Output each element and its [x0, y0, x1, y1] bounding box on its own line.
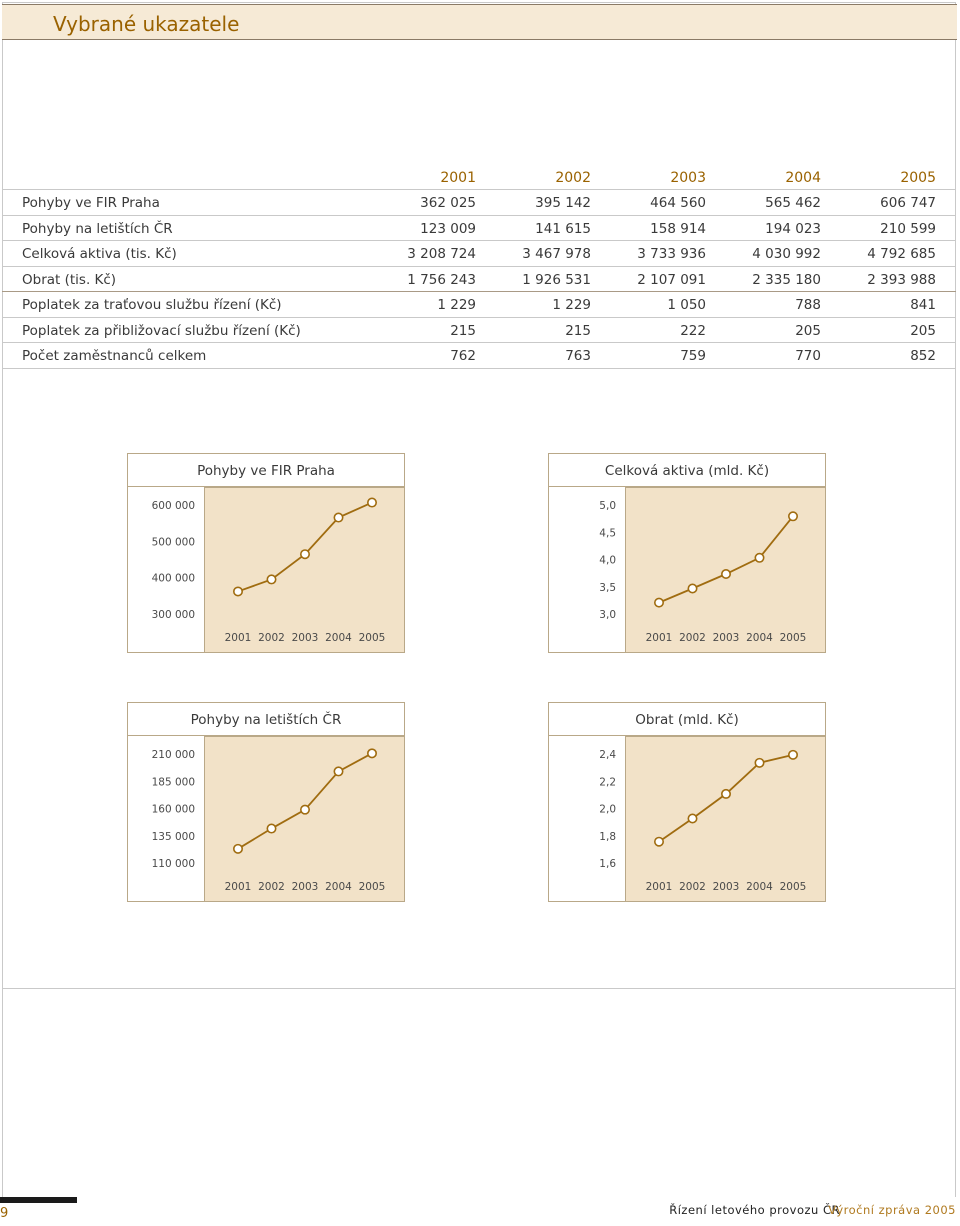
row-label: Obrat (tis. Kč) — [22, 271, 117, 288]
cell-value: 841 — [910, 297, 936, 313]
data-point — [655, 598, 663, 606]
y-tick-label: 1,6 — [599, 858, 616, 870]
y-tick-label: 500 000 — [151, 536, 195, 549]
cell-value: 763 — [565, 348, 591, 364]
data-point — [789, 751, 797, 759]
x-tick-label: 2003 — [291, 632, 319, 644]
footer-bar — [0, 1197, 77, 1203]
row-label: Celková aktiva (tis. Kč) — [22, 246, 177, 262]
x-tick-label: 2002 — [679, 632, 706, 644]
x-tick-label: 2004 — [746, 632, 773, 644]
x-tick-label: 2005 — [358, 632, 386, 644]
footer-organization: Řízení letového provozu ČR — [669, 1203, 840, 1217]
page-title: Vybrané ukazatele — [53, 12, 240, 36]
year-header: 2004 — [785, 170, 821, 186]
table-row — [2, 216, 956, 242]
chart-title: Obrat (mld. Kč) — [635, 712, 739, 728]
y-tick-label: 210 000 — [151, 749, 195, 761]
cell-value: 565 462 — [765, 195, 821, 211]
cell-value: 215 — [450, 322, 476, 339]
y-tick-label: 2,0 — [599, 803, 616, 816]
chart-celkova-aktiva — [548, 453, 826, 653]
data-point — [755, 554, 763, 562]
row-label: Pohyby ve FIR Praha — [22, 195, 160, 211]
data-point — [755, 759, 763, 767]
row-label: Poplatek za traťovou službu řízení (Kč) — [22, 297, 282, 313]
cell-value: 3 467 978 — [522, 246, 591, 262]
table-row — [2, 190, 956, 216]
y-tick-label: 1,8 — [599, 830, 616, 843]
x-tick-label: 2003 — [712, 881, 740, 893]
chart-svg — [127, 702, 405, 902]
cell-value: 215 — [565, 322, 591, 339]
data-point — [334, 767, 342, 775]
data-point — [234, 587, 242, 595]
cell-value: 2 393 988 — [867, 271, 936, 288]
x-tick-label: 2002 — [258, 881, 285, 893]
y-tick-label: 3,5 — [599, 581, 616, 594]
y-tick-label: 3,0 — [599, 609, 616, 621]
cell-value: 1 229 — [437, 297, 476, 313]
cell-value: 762 — [450, 348, 476, 364]
data-point — [267, 575, 275, 583]
x-tick-label: 2005 — [358, 881, 386, 893]
data-point — [267, 824, 275, 832]
x-tick-label: 2003 — [291, 881, 319, 893]
cell-value: 3 733 936 — [637, 246, 706, 262]
row-label: Počet zaměstnanců celkem — [22, 348, 207, 364]
year-header: 2002 — [555, 170, 591, 186]
data-point — [688, 584, 696, 592]
cell-value: 2 107 091 — [637, 271, 706, 288]
cell-value: 362 025 — [420, 195, 476, 211]
cell-value: 788 — [795, 297, 821, 313]
data-point — [334, 513, 342, 521]
table-header-row — [2, 166, 956, 190]
y-tick-label: 600 000 — [151, 500, 195, 512]
cell-value: 205 — [910, 322, 936, 339]
data-point — [234, 845, 242, 853]
x-tick-label: 2004 — [325, 632, 352, 644]
data-point — [301, 805, 309, 813]
y-tick-label: 110 000 — [151, 858, 195, 870]
data-point — [301, 550, 309, 558]
chart-obrat — [548, 702, 826, 902]
cell-value: 852 — [910, 348, 936, 364]
cell-value: 205 — [795, 322, 821, 339]
cell-value: 1 050 — [667, 297, 706, 313]
table-row — [2, 267, 956, 293]
table-row — [2, 318, 956, 344]
y-tick-label: 2,2 — [599, 776, 616, 789]
series-line — [238, 503, 372, 592]
y-tick-label: 5,0 — [599, 500, 616, 512]
cell-value: 1 229 — [552, 297, 591, 313]
cell-value: 1 926 531 — [522, 271, 591, 288]
cell-value: 4 030 992 — [752, 246, 821, 262]
cell-value: 158 914 — [650, 220, 706, 237]
cell-value: 194 023 — [765, 220, 821, 237]
cell-value: 222 — [680, 322, 706, 339]
data-point — [789, 512, 797, 520]
series-line — [238, 753, 372, 848]
x-tick-label: 2005 — [779, 632, 807, 644]
cell-value: 395 142 — [535, 195, 591, 211]
y-tick-label: 2,4 — [599, 749, 616, 761]
chart-letiste-cr — [127, 702, 405, 902]
cell-value: 123 009 — [420, 220, 476, 237]
cell-value: 4 792 685 — [867, 246, 936, 262]
row-label: Pohyby na letištích ČR — [22, 220, 173, 237]
data-point — [688, 814, 696, 822]
x-tick-label: 2001 — [224, 632, 252, 644]
row-label: Poplatek za přibližovací službu řízení (Kč) — [22, 322, 301, 339]
y-tick-label: 185 000 — [151, 776, 195, 789]
page-number: 9 — [0, 1206, 9, 1221]
section-header — [2, 4, 957, 40]
cell-value: 141 615 — [535, 220, 591, 237]
cell-value: 606 747 — [880, 195, 936, 211]
cell-value: 1 756 243 — [407, 271, 476, 288]
x-tick-label: 2003 — [712, 632, 740, 644]
chart-svg — [548, 702, 826, 902]
chart-svg — [548, 453, 826, 653]
chart-title: Pohyby ve FIR Praha — [197, 463, 335, 479]
x-tick-label: 2004 — [325, 881, 352, 893]
y-tick-label: 300 000 — [151, 609, 195, 621]
data-point — [368, 749, 376, 757]
data-point — [655, 838, 663, 846]
table-row — [2, 241, 956, 267]
cell-value: 759 — [680, 348, 706, 364]
page-frame-bottom — [2, 989, 956, 1197]
x-tick-label: 2005 — [779, 881, 807, 893]
chart-svg — [127, 453, 405, 653]
data-point — [722, 790, 730, 798]
x-tick-label: 2001 — [645, 632, 673, 644]
year-header: 2003 — [670, 170, 706, 186]
x-tick-label: 2002 — [679, 881, 706, 893]
y-tick-label: 160 000 — [151, 803, 195, 816]
cell-value: 3 208 724 — [407, 246, 476, 262]
footer-report-title: Výroční zpráva 2005 — [828, 1203, 956, 1217]
x-tick-label: 2001 — [645, 881, 673, 893]
cell-value: 464 560 — [650, 195, 706, 211]
x-tick-label: 2002 — [258, 632, 285, 644]
series-line — [659, 516, 793, 602]
chart-title: Celková aktiva (mld. Kč) — [604, 463, 770, 479]
year-header: 2001 — [440, 170, 476, 186]
y-tick-label: 4,5 — [599, 527, 616, 540]
data-point — [722, 570, 730, 578]
y-tick-label: 135 000 — [151, 830, 195, 843]
y-tick-label: 4,0 — [599, 554, 616, 567]
data-point — [368, 498, 376, 506]
y-tick-label: 400 000 — [151, 572, 195, 585]
chart-fir-praha — [127, 453, 405, 653]
chart-title: Pohyby na letištích ČR — [190, 712, 342, 728]
year-header: 2005 — [900, 170, 936, 186]
cell-value: 2 335 180 — [752, 271, 821, 288]
table-row — [2, 343, 956, 369]
indicators-table — [2, 166, 956, 369]
x-tick-label: 2001 — [224, 881, 252, 893]
table-row — [2, 292, 956, 318]
cell-value: 210 599 — [880, 220, 936, 237]
cell-value: 770 — [795, 348, 821, 364]
x-tick-label: 2004 — [746, 881, 773, 893]
